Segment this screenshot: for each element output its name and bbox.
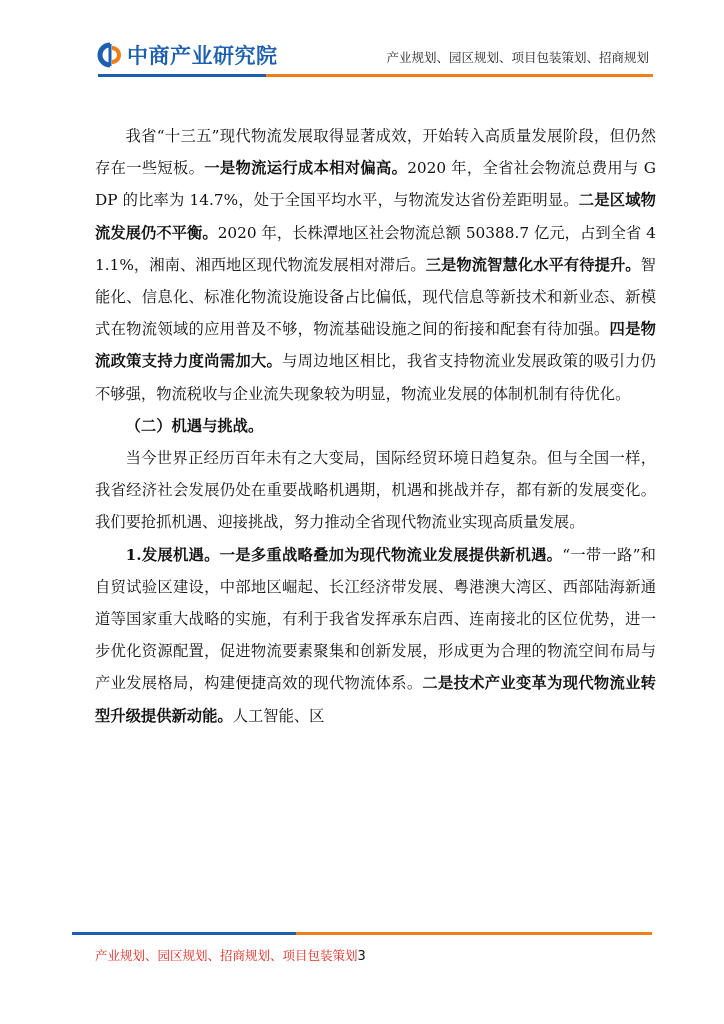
text-span: 2020 年，全省社会物流总费用与 GDP 的比率为 14.7%，处于全国平均水平，与物流发达省份差距明显。	[95, 159, 656, 210]
bold-point-4: 四是物流政策支持力度尚需加大。	[95, 320, 656, 371]
bold-heading-opportunity: 1.发展机遇。一是多重战略叠加为现代物流业发展提供新机遇。	[125, 545, 563, 564]
footer-tagline: 产业规划、园区规划、招商规划、项目包装策划	[95, 948, 358, 963]
text-span: 我省“十三五”现代物流发展取得显著成效，开始转入高质量发展阶段，但仍然存在一些短板。	[95, 127, 656, 178]
company-logo	[97, 40, 278, 70]
document-body	[95, 120, 656, 732]
bold-point-2: 二是区域物流发展仍不平衡。	[95, 191, 656, 242]
text-span: 与周边地区相比，我省支持物流业发展政策的吸引力仍不够强，物流税收与企业流失现象较为明显，物流业发展的体制机制有待优化。	[95, 352, 656, 403]
paragraph-shortcomings	[95, 120, 656, 410]
header-divider-orange	[266, 74, 653, 77]
logo-mark-icon	[97, 42, 123, 68]
page-number: 3	[357, 949, 366, 964]
text-span: 智能化、信息化、标准化物流设施设备占比偏低，现代信息等新技术和新业态、新模式在物流领域的应用普及不够，物流基础设施之间的衔接和配套有待加强。	[95, 255, 656, 339]
text-span: “一带一路”和自贸试验区建设，中部地区崛起、长江经济带发展、粤港澳大湾区、西部陆海新通道等国家重大战略的实施，有利于我省发挥承东启西、连南接北的区位优势，进一步优化资源配置，促进物流要素聚集和创新发展，形成更为合理的物流空间布局与产业发展格局，构建便捷高效的现代物流体系。	[95, 545, 656, 693]
footer-divider-orange	[296, 932, 652, 935]
text-span: 2020 年，长株潭地区社会物流总额 50388.7 亿元，占到全省 41.1%，湘南、湘西地区现代物流发展相对滞后。	[95, 223, 656, 274]
section-heading-opportunities: （二）机遇与挑战。	[125, 416, 264, 435]
bold-point-tech: 二是技术产业变革为现代物流业转型升级提供新动能。	[95, 674, 656, 725]
logo-text: 中商产业研究院	[127, 44, 278, 68]
page-header	[0, 0, 724, 80]
bold-point-1: 一是物流运行成本相对偏高。	[204, 159, 408, 178]
bold-point-3: 三是物流智慧化水平有待提升。	[425, 255, 641, 274]
text-span: 人工智能、区	[232, 706, 325, 725]
header-divider-blue	[98, 74, 266, 77]
paragraph-context: 当今世界正经历百年未有之大变局，国际经贸环境日趋复杂。但与全国一样，我省经济社会发展仍处在重要战略机遇期，机遇和挑战并存，都有新的发展变化。我们要抢抓机遇、迎接挑战，努力推动全省现代物流业实现高质量发展。	[95, 449, 656, 532]
footer-divider-blue	[72, 932, 296, 935]
header-tagline: 产业规划、园区规划、项目包装策划、招商规划	[386, 50, 649, 65]
page-footer	[95, 946, 366, 964]
paragraph-opportunities	[95, 539, 656, 732]
